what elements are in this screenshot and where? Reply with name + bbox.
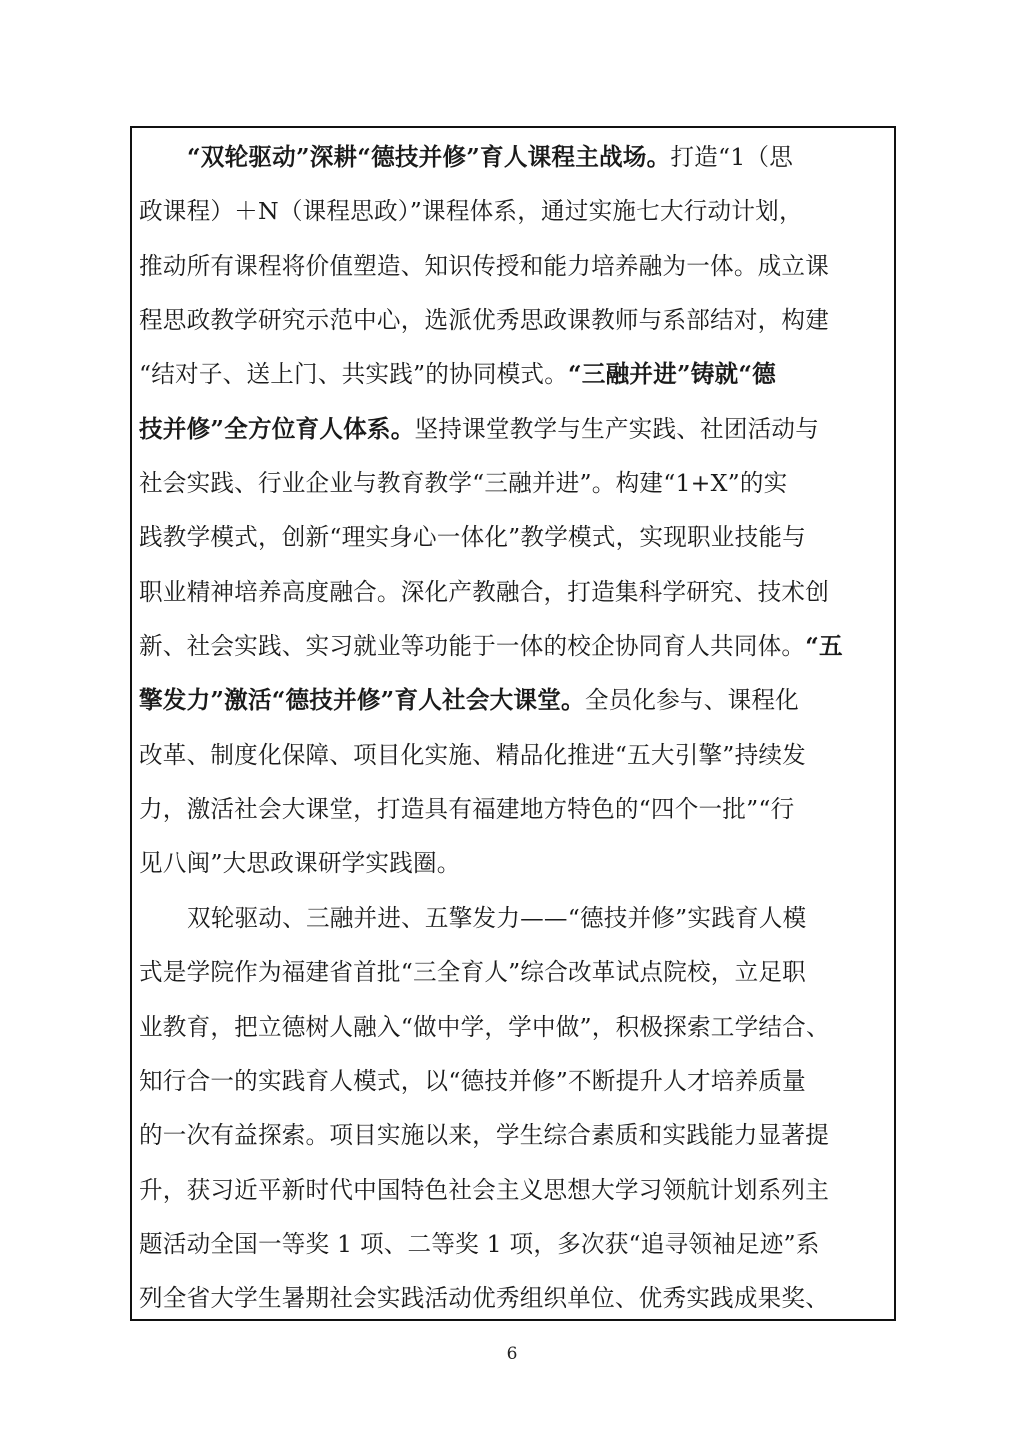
text-line: 双轮驱动、三融并进、五擎发力——“德技并修”实践育人模 xyxy=(187,903,807,932)
text-run: 推动所有课程将价值塑造、知识传授和能力培养融为一体。成立课 xyxy=(139,251,830,280)
text-line xyxy=(139,782,891,836)
text-run: 社会实践、行业企业与教育教学“三融并进”。构建“1+X”的实 xyxy=(139,469,788,498)
text-line: 式是学院作为福建省首批“三全育人”综合改革试点院校，立足职 xyxy=(139,958,806,987)
text-line xyxy=(139,565,891,619)
text-line: 题活动全国一等奖 1 项、二等奖 1 项，多次获“追寻领袖足迹”系 xyxy=(139,1229,820,1258)
text-line xyxy=(139,130,891,184)
page-number: 6 xyxy=(506,1344,518,1364)
text-run: 程思政教学研究示范中心，选派优秀思政课教师与系部结对，构建 xyxy=(139,306,830,335)
text-run: 职业精神培养高度融合。深化产教融合，打造集科学研究、技术创 xyxy=(139,577,830,606)
document-body xyxy=(139,130,891,1326)
bold-heading-run: 技并修”全方位育人体系。 xyxy=(139,414,415,443)
text-line: 知行合一的实践育人模式，以“德技并修”不断提升人才培养质量 xyxy=(139,1066,806,1095)
paragraph-summary xyxy=(139,891,891,1326)
text-line xyxy=(139,619,891,673)
text-run: 新、社会实践、实习就业等功能于一体的校企协同育人共同体。 xyxy=(139,632,806,661)
text-line: 业教育，把立德树人融入“做中学，学中做”，积极探索工学结合、 xyxy=(139,1012,830,1041)
text-line xyxy=(139,293,891,347)
text-line xyxy=(139,836,891,890)
text-line: 升，获习近平新时代中国特色社会主义思想大学习领航计划系列主 xyxy=(139,1175,830,1204)
text-run: 践教学模式，创新“理实身心一体化”教学模式，实现职业技能与 xyxy=(139,523,806,552)
text-line xyxy=(139,184,891,238)
text-run: 坚持课堂教学与生产实践、社团活动与 xyxy=(414,414,820,443)
text-run: 见八闽”大思政课研学实践圈。 xyxy=(139,849,461,878)
text-line xyxy=(139,347,891,401)
text-line xyxy=(139,673,891,727)
text-line: 列全省大学生暑期社会实践活动优秀组织单位、优秀实践成果奖、 xyxy=(139,1284,830,1313)
bold-heading-run: “五 xyxy=(805,632,843,661)
text-line xyxy=(139,402,891,456)
text-run: 改革、制度化保障、项目化实施、精品化推进“五大引擎”持续发 xyxy=(139,740,806,769)
text-line xyxy=(139,728,891,782)
bold-heading-run: “双轮驱动”深耕“德技并修”育人课程主战场。 xyxy=(187,143,671,171)
text-run: 打造“1（思 xyxy=(670,143,794,171)
text-run: 全员化参与、课程化 xyxy=(584,686,799,715)
text-line xyxy=(139,510,891,564)
text-line xyxy=(139,456,891,510)
text-run: 政课程）＋N（课程思政）”课程体系，通过实施七大行动计划， xyxy=(139,197,803,226)
text-line: 的一次有益探索。项目实施以来，学生综合素质和实践能力显著提 xyxy=(139,1121,830,1150)
text-run: 力，激活社会大课堂，打造具有福建地方特色的“四个一批”“行 xyxy=(139,795,795,824)
bold-heading-run: 擎发力”激活“德技并修”育人社会大课堂。 xyxy=(139,686,585,715)
text-run: “结对子、送上门、共实践”的协同模式。 xyxy=(139,360,569,389)
bold-heading-run: “三融并进”铸就“德 xyxy=(568,360,776,389)
text-line xyxy=(139,239,891,293)
paragraph-course-system xyxy=(139,130,891,891)
